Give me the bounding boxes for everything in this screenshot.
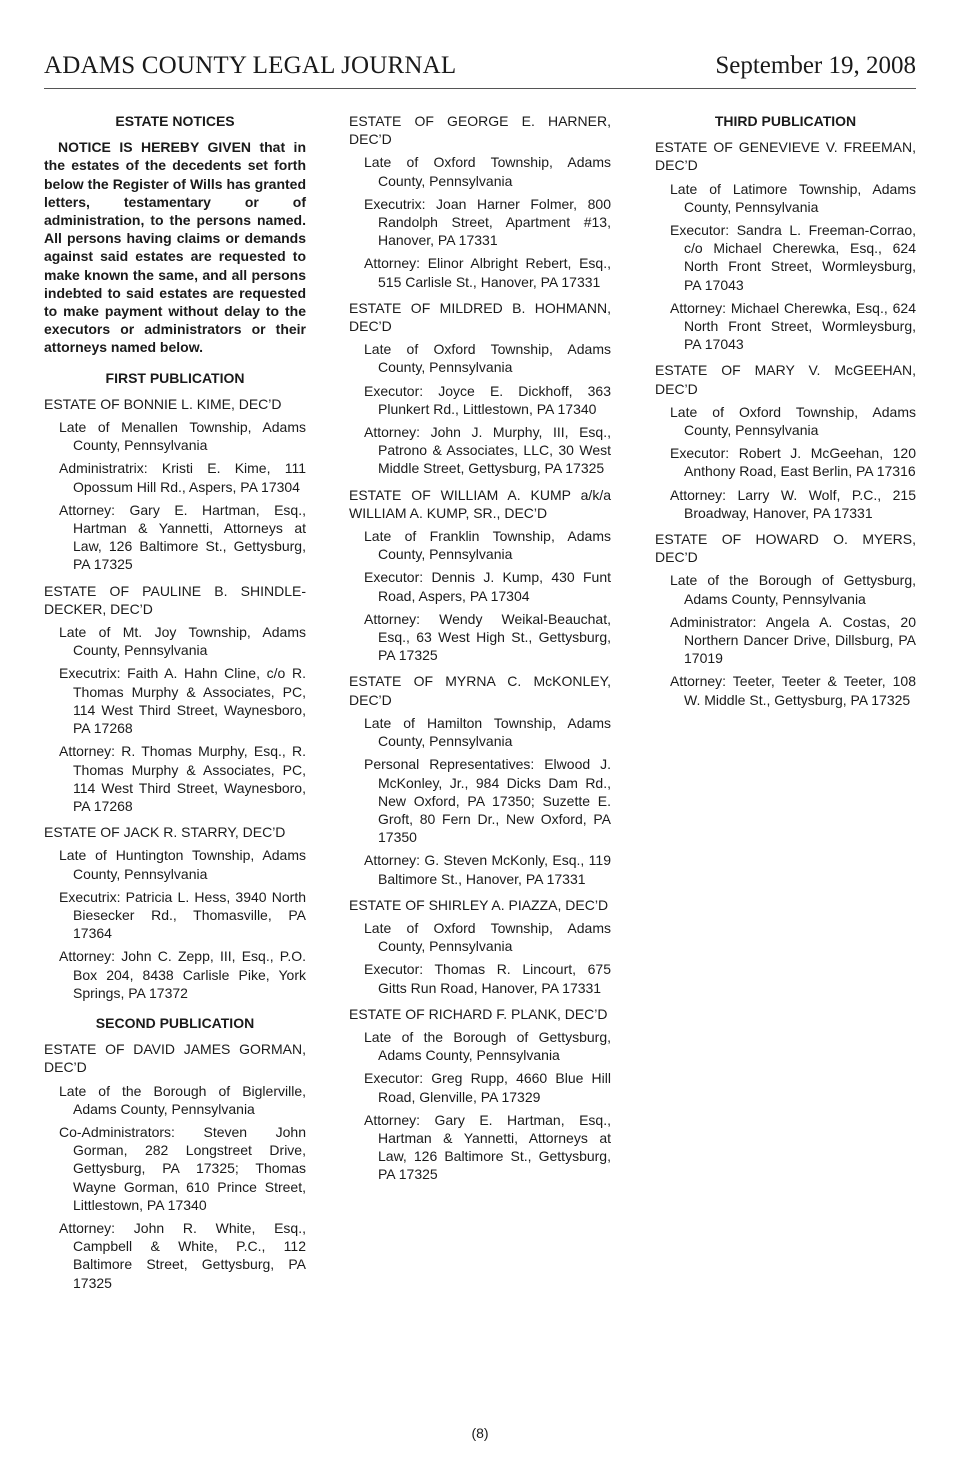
estate-notice xyxy=(349,112,611,291)
estate-name: ESTATE OF GENEVIEVE V. FREEMAN, DEC’D xyxy=(655,139,916,174)
estate-attorney: Attorney: Larry W. Wolf, P.C., 215 Broadway, Hanover, PA 17331 xyxy=(670,486,916,521)
estate-attorney: Attorney: Wendy Weikal-Beauchat, Esq., 63 West High St., Gettysburg, PA 17325 xyxy=(364,610,611,664)
estate-executor: Executor: Sandra L. Freeman-Corrao, c/o Michael Cherewka, Esq., 624 North Front Street, Wormleysburg, PA 17043 xyxy=(670,222,916,293)
estate-name: ESTATE OF BONNIE L. KIME, DEC’D xyxy=(44,395,282,412)
issue-date: September 19, 2008 xyxy=(715,52,916,79)
estate-attorney: Attorney: Elinor Albright Rebert, Esq., 515 Carlisle St., Hanover, PA 17331 xyxy=(364,255,611,290)
estate-attorney: Attorney: John R. White, Esq., Campbell & White, P.C., 112 Baltimore Street, Gettysburg, PA 17325 xyxy=(59,1219,306,1291)
estate-residence: Late of Mt. Joy Township, Adams County, Pennsylvania xyxy=(59,624,306,659)
estate-notice xyxy=(655,530,916,709)
section-heading-third-publication: THIRD PUBLICATION xyxy=(714,113,857,129)
column-2 xyxy=(349,112,611,1192)
estate-administratrix: Administratrix: Kristi E. Kime, 111 Opossum Hill Rd., Aspers, PA 17304 xyxy=(59,460,306,495)
estate-attorney: Attorney: Teeter, Teeter & Teeter, 108 W. Middle St., Gettysburg, PA 17325 xyxy=(670,673,916,708)
estate-notice xyxy=(44,1040,306,1292)
estate-personal-representatives: Personal Representatives: Elwood J. McKonley, Jr., 984 Dicks Dam Rd., New Oxford, PA 17350; Suzette E. Groft, 80 Fern Dr., New Oxford, PA 17350 xyxy=(364,756,611,846)
notice-intro-paragraph: NOTICE IS HEREBY GIVEN that in the estates of the decedents set forth below the Register of Wills has granted letters, testamentary or of administration, to the persons named. All persons having claims or demands against said estates are requested to make known the same, and all persons indebted to said estates are requested to make payment without delay to the executors or administrators or their attorneys named below. xyxy=(44,139,306,356)
column-1 xyxy=(44,112,306,1300)
estate-notice xyxy=(655,361,916,522)
page-header xyxy=(44,52,916,89)
estate-notice xyxy=(44,395,306,574)
estate-residence: Late of Oxford Township, Adams County, Pennsylvania xyxy=(670,403,916,439)
section-heading-first-publication: FIRST PUBLICATION xyxy=(105,369,245,386)
estate-name: ESTATE OF MARY V. McGEEHAN, DEC’D xyxy=(655,362,916,397)
estate-executor: Executor: Thomas R. Lincourt, 675 Gitts Run Road, Hanover, PA 17331 xyxy=(364,961,611,996)
estate-name: ESTATE OF HOWARD O. MYERS, DEC’D xyxy=(655,531,916,566)
estate-attorney: Attorney: John C. Zepp, III, Esq., P.O. Box 204, 8438 Carlisle Pike, York Springs, PA 17372 xyxy=(59,948,306,1001)
estate-attorney: Attorney: R. Thomas Murphy, Esq., R. Thomas Murphy & Associates, PC, 114 West Third Street, Waynesboro, PA 17268 xyxy=(59,743,306,814)
estate-attorney: Attorney: Gary E. Hartman, Esq., Hartman & Yannetti, Attorneys at Law, 126 Baltimore St., Gettysburg, PA 17325 xyxy=(364,1111,611,1183)
estate-residence: Late of the Borough of Gettysburg, Adams County, Pennsylvania xyxy=(670,572,916,607)
column-3 xyxy=(655,112,916,717)
estate-attorney: Attorney: G. Steven McKonly, Esq., 119 Baltimore St., Hanover, PA 17331 xyxy=(364,852,611,887)
estate-notice xyxy=(44,582,306,815)
estate-name: ESTATE OF MYRNA C. McKONLEY, DEC’D xyxy=(349,673,611,708)
estate-residence: Late of Oxford Township, Adams County, Pennsylvania xyxy=(364,341,611,376)
estate-residence: Late of Franklin Township, Adams County, Pennsylvania xyxy=(364,528,611,563)
estate-name: ESTATE OF GEORGE E. HARNER, DEC’D xyxy=(349,113,611,148)
estate-executor: Executor: Joyce E. Dickhoff, 363 Plunkert Rd., Littlestown, PA 17340 xyxy=(364,382,611,417)
estate-notice xyxy=(349,486,611,665)
estate-executor: Executor: Robert J. McGeehan, 120 Anthony Road, East Berlin, PA 17316 xyxy=(670,445,916,480)
estate-notice xyxy=(349,299,611,478)
estate-notice xyxy=(349,896,611,997)
estate-name: ESTATE OF PAULINE B. SHINDLE-DECKER, DEC’D xyxy=(44,582,306,617)
estate-name: ESTATE OF SHIRLEY A. PIAZZA, DEC’D xyxy=(349,896,609,913)
estate-residence: Late of the Borough of Gettysburg, Adams County, Pennsylvania xyxy=(364,1028,611,1064)
estate-executrix: Executrix: Joan Harner Folmer, 800 Randolph Street, Apartment #13, Hanover, PA 17331 xyxy=(364,195,611,249)
section-heading-estate-notices: ESTATE NOTICES xyxy=(115,113,235,129)
estate-residence: Late of Hamilton Township, Adams County, Pennsylvania xyxy=(364,714,611,750)
estate-residence: Late of Oxford Township, Adams County, Pennsylvania xyxy=(364,154,611,189)
estate-residence: Late of Latimore Township, Adams County, Pennsylvania xyxy=(670,180,916,215)
estate-name: ESTATE OF MILDRED B. HOHMANN, DEC’D xyxy=(349,299,611,335)
estate-executrix: Executrix: Faith A. Hahn Cline, c/o R. Thomas Murphy & Associates, PC, 114 West Third Street, Waynesboro, PA 17268 xyxy=(59,665,306,737)
estate-name: ESTATE OF JACK R. STARRY, DEC’D xyxy=(44,824,286,841)
estate-attorney: Attorney: John J. Murphy, III, Esq., Patrono & Associates, LLC, 30 West Middle Street, Gettysburg, PA 17325 xyxy=(364,424,611,477)
estate-residence: Late of Menallen Township, Adams County, Pennsylvania xyxy=(59,419,306,454)
estate-name: ESTATE OF DAVID JAMES GORMAN, DEC’D xyxy=(44,1041,306,1076)
estate-residence: Late of the Borough of Biglerville, Adams County, Pennsylvania xyxy=(59,1082,306,1117)
estate-executrix: Executrix: Patricia L. Hess, 3940 North Biesecker Rd., Thomasville, PA 17364 xyxy=(59,888,306,942)
estate-name: ESTATE OF WILLIAM A. KUMP a/k/a WILLIAM A. KUMP, SR., DEC’D xyxy=(349,486,611,521)
estate-executor: Executor: Greg Rupp, 4660 Blue Hill Road, Glenville, PA 17329 xyxy=(364,1070,611,1105)
estate-notice xyxy=(655,138,916,353)
estate-residence: Late of Oxford Township, Adams County, Pennsylvania xyxy=(364,919,611,955)
estate-administrator: Administrator: Angela A. Costas, 20 Northern Dancer Drive, Dillsburg, PA 17019 xyxy=(670,613,916,667)
estate-notice xyxy=(349,672,611,887)
section-heading-second-publication: SECOND PUBLICATION xyxy=(95,1014,255,1031)
estate-notice xyxy=(349,1005,611,1184)
estate-name: ESTATE OF RICHARD F. PLANK, DEC’D xyxy=(349,1005,608,1022)
estate-co-administrators: Co-Administrators: Steven John Gorman, 282 Longstreet Drive, Gettysburg, PA 17325; Thomas Wayne Gorman, 610 Prince Street, Littlestown, PA 17340 xyxy=(59,1123,306,1213)
estate-notice xyxy=(44,823,306,1002)
estate-attorney: Attorney: Gary E. Hartman, Esq., Hartman & Yannetti, Attorneys at Law, 126 Baltimore St., Gettysburg, PA 17325 xyxy=(59,501,306,573)
estate-attorney: Attorney: Michael Cherewka, Esq., 624 North Front Street, Wormleysburg, PA 17043 xyxy=(670,299,916,353)
estate-residence: Late of Huntington Township, Adams County, Pennsylvania xyxy=(59,847,306,882)
page-number: (8) xyxy=(471,1425,489,1441)
journal-title: ADAMS COUNTY LEGAL JOURNAL xyxy=(44,52,457,79)
estate-executor: Executor: Dennis J. Kump, 430 Funt Road, Aspers, PA 17304 xyxy=(364,569,611,604)
